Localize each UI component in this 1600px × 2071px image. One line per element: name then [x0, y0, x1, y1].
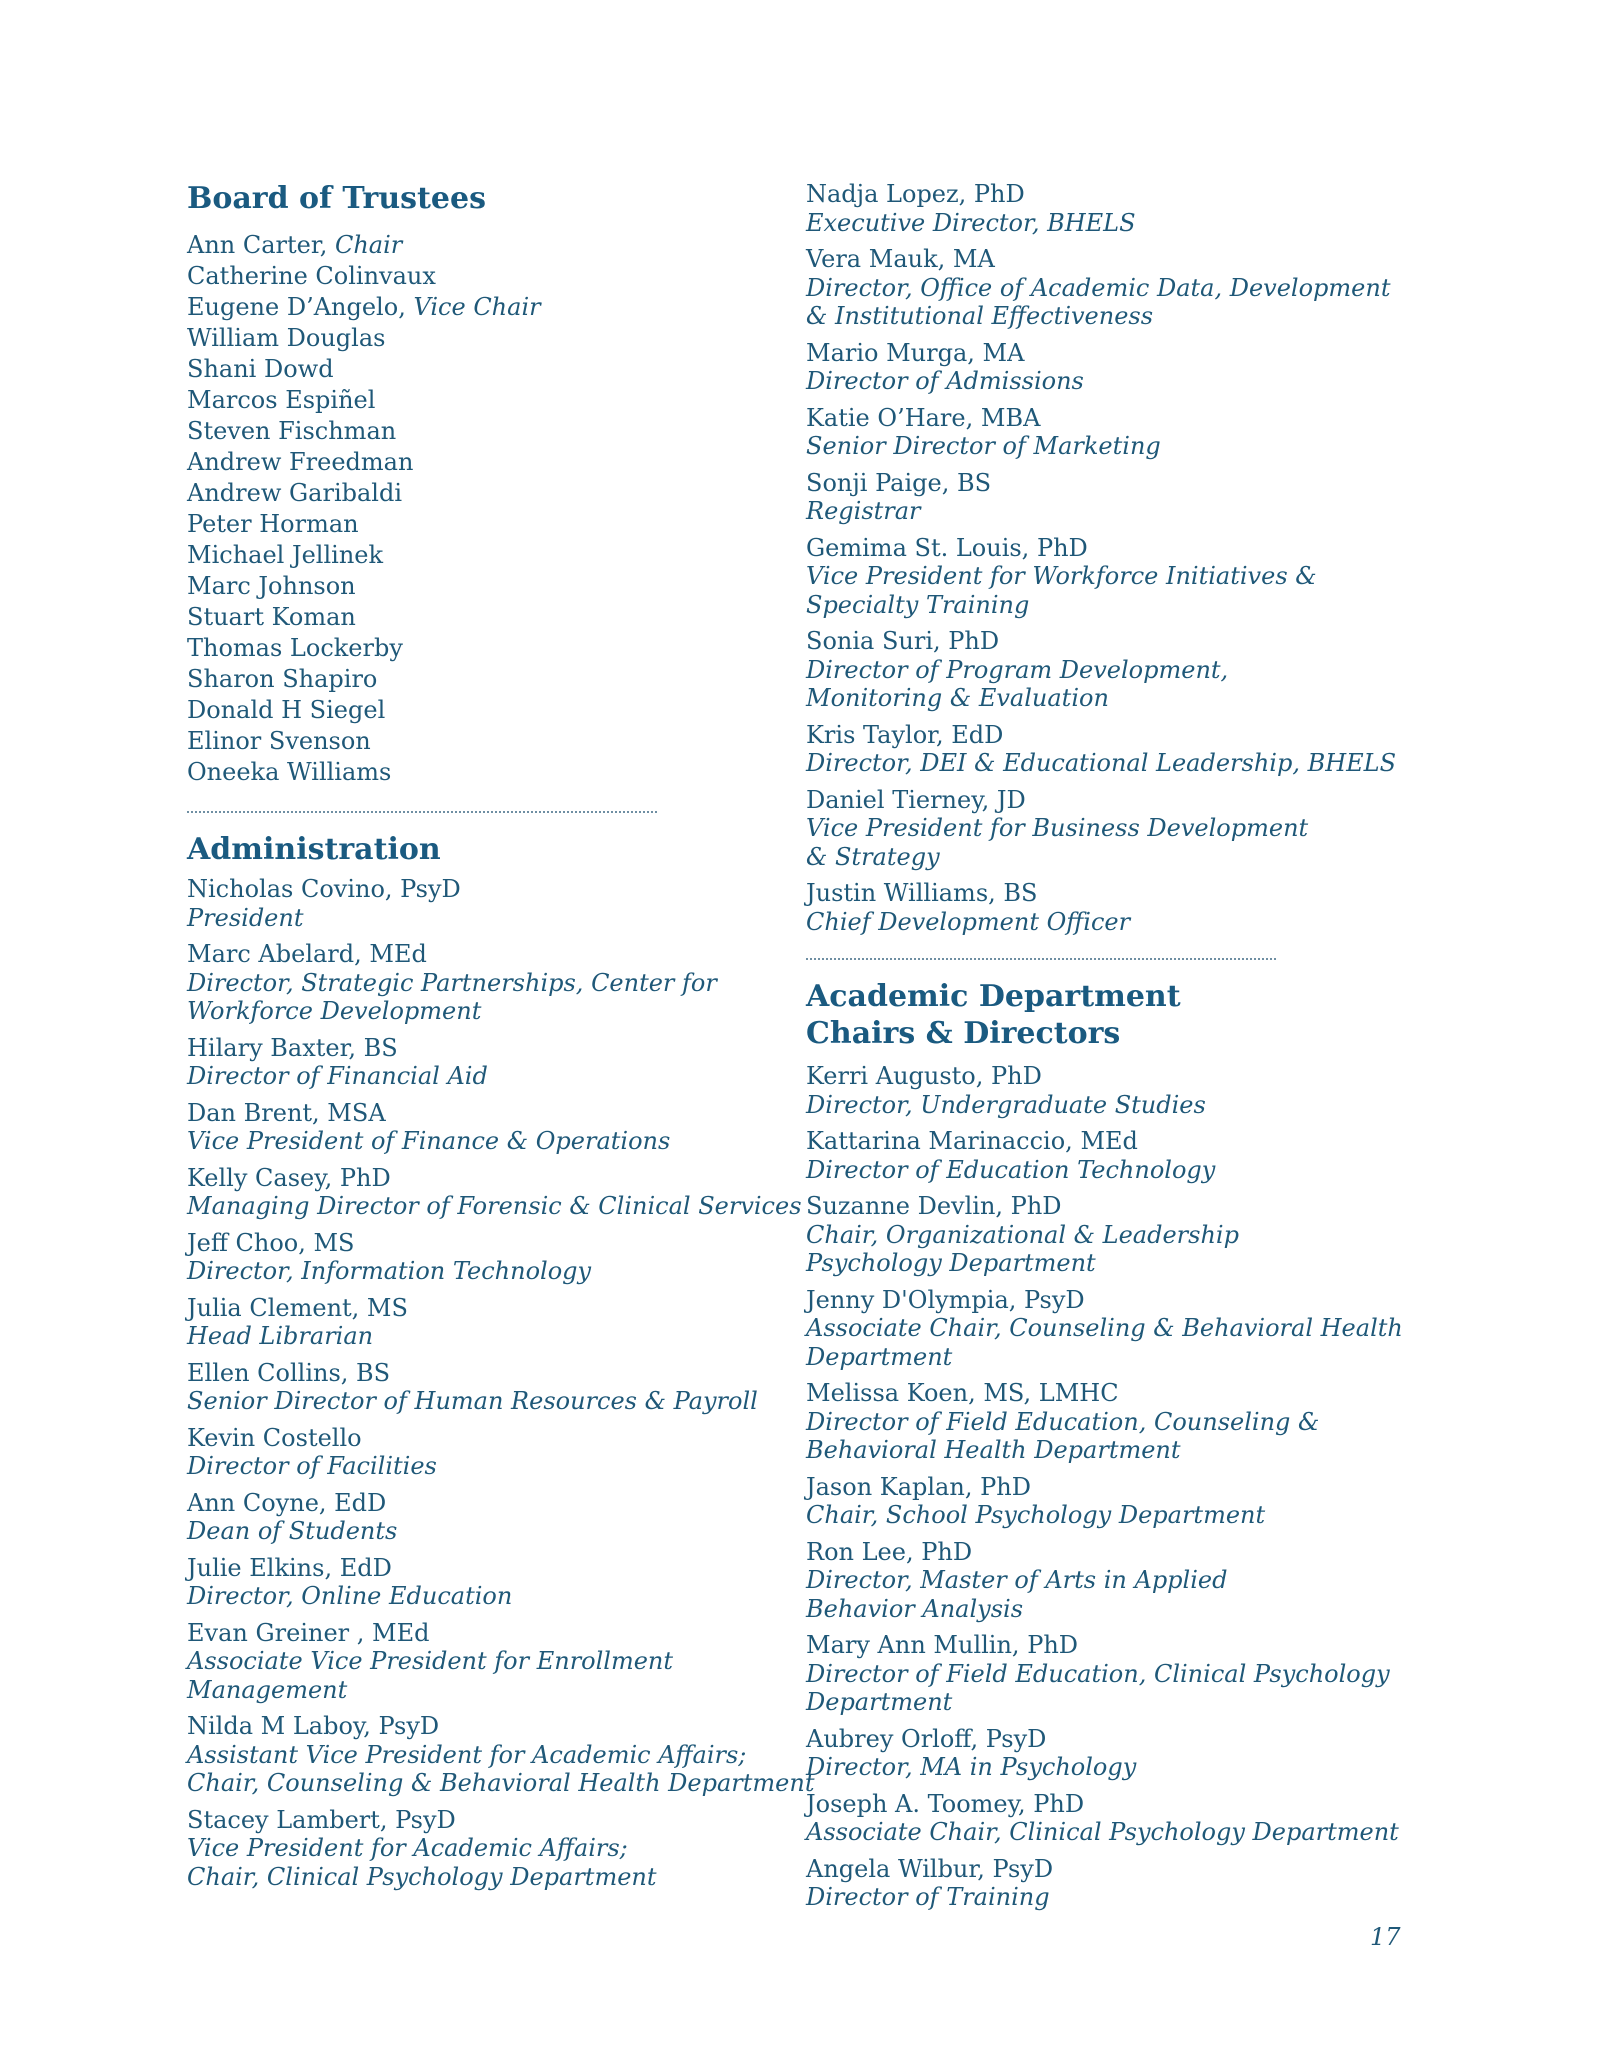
staff-title-line: Director of Program Development,	[806, 655, 1229, 684]
staff-name: Gemima St. Louis, PhD	[806, 533, 1088, 562]
staff-entry	[806, 1725, 1136, 1782]
staff-title-line: Registrar	[806, 497, 921, 525]
staff-title-line: Director, Information Technology	[187, 1257, 592, 1285]
staff-entry	[806, 721, 1396, 778]
staff-title-line: Director of Financial Aid	[187, 1062, 488, 1090]
trustee-item	[187, 633, 403, 664]
staff-title-line: Vice President of Finance & Operations	[187, 1127, 671, 1155]
trustee-item	[187, 757, 391, 788]
trustee-name: William Douglas	[187, 324, 386, 352]
staff-entry	[806, 1062, 1206, 1119]
staff-name: Kevin Costello	[187, 1423, 362, 1452]
staff-entry	[187, 1164, 802, 1221]
staff-title-line: Specialty Training	[806, 590, 1030, 619]
section-divider	[806, 958, 1276, 960]
staff-name: Joseph A. Toomey, PhD	[806, 1789, 1085, 1818]
staff-name: Mary Ann Mullin, PhD	[806, 1631, 1079, 1659]
staff-title-line: Senior Director of Marketing	[806, 432, 1161, 460]
trustee-role: Chair	[334, 231, 403, 259]
staff-entry	[806, 534, 1317, 620]
staff-name: Evan Greiner , MEd	[187, 1618, 430, 1647]
staff-title-line: Behavior Analysis	[806, 1594, 1024, 1623]
staff-name: Stacey Lambert, PsyD	[187, 1805, 456, 1834]
trustee-role: Vice Chair	[413, 293, 541, 321]
staff-title-line: Director of Facilities	[187, 1452, 437, 1480]
staff-title-line: Director of Field Education, Clinical Psychology	[806, 1659, 1390, 1688]
trustee-item: Ann Carter, Chair	[187, 231, 403, 259]
staff-entry	[806, 627, 1228, 713]
trustee-item	[187, 478, 402, 509]
staff-title-line: Director of Training	[806, 1883, 1050, 1911]
staff-title-line: Dean of Students	[187, 1517, 398, 1545]
staff-name: Sonia Suri, PhD	[806, 627, 1000, 655]
staff-name: Suzanne Devlin, PhD	[806, 1192, 1062, 1220]
staff-entry	[187, 1619, 673, 1705]
staff-title-line: Monitoring & Evaluation	[806, 684, 1109, 712]
page-number: 17	[1370, 1923, 1401, 1951]
staff-name: Jenny D'Olympia, PsyD	[806, 1285, 1085, 1314]
staff-entry	[187, 1359, 758, 1416]
trustee-name: Elinor Svenson	[187, 727, 371, 755]
trustee-item	[187, 726, 371, 757]
staff-title-line: & Institutional Effectiveness	[806, 302, 1154, 330]
trustee-item	[187, 323, 385, 354]
staff-name: Kattarina Marinaccio, MEd	[806, 1127, 1138, 1155]
staff-entry	[187, 1034, 488, 1091]
staff-entry	[187, 1712, 814, 1798]
staff-entry	[187, 1806, 657, 1892]
trustee-item	[187, 540, 383, 571]
staff-title-line: Department	[806, 1342, 953, 1371]
staff-title-line: Director, MA in Psychology	[806, 1753, 1137, 1781]
trustee-name: Thomas Lockerby	[187, 634, 403, 662]
trustee-item	[187, 571, 356, 602]
staff-name: Kris Taylor, EdD	[806, 720, 1004, 749]
trustee-name: Catherine Colinvaux	[187, 262, 436, 290]
staff-name: Jason Kaplan, PhD	[806, 1472, 1031, 1501]
staff-title-line: Psychology Department	[806, 1249, 1096, 1277]
trustee-item	[187, 664, 377, 695]
staff-title-line: Chair, School Psychology Department	[806, 1501, 1266, 1529]
staff-title-line: Chief Development Officer	[806, 907, 1131, 936]
staff-entry	[806, 1127, 1215, 1184]
staff-name: Aubrey Orloff, PsyD	[806, 1724, 1047, 1753]
staff-entry	[806, 180, 1136, 237]
trustee-name: Michael Jellinek	[187, 541, 384, 569]
staff-entry	[806, 1855, 1053, 1912]
trustee-name: Marc Johnson	[187, 572, 356, 600]
trustee-item	[187, 261, 436, 292]
staff-name: Julia Clement, MS	[187, 1293, 408, 1322]
trustee-name: Shani Dowd	[187, 355, 334, 383]
staff-title-line: Director, Office of Academic Data, Development	[806, 273, 1391, 302]
staff-entry	[806, 786, 1308, 872]
trustee-item	[187, 509, 359, 540]
staff-entry	[806, 339, 1084, 396]
staff-title-line: Chair, Counseling & Behavioral Health Department	[187, 1769, 815, 1797]
staff-title-line: Chair, Organizational & Leadership	[806, 1220, 1239, 1249]
staff-title-line: Chair, Clinical Psychology Department	[187, 1862, 657, 1891]
trustee-name: Stuart Koman	[187, 603, 356, 631]
staff-name: Melissa Koen, MS, LMHC	[806, 1379, 1119, 1407]
trustee-name: Donald H Siegel	[187, 696, 386, 724]
staff-entry	[806, 404, 1161, 461]
staff-entry	[187, 875, 461, 932]
staff-name: Ron Lee, PhD	[806, 1537, 973, 1566]
trustee-name: Ann Carter	[187, 231, 320, 259]
staff-title-line: & Strategy	[806, 842, 940, 871]
staff-entry	[806, 1286, 1403, 1372]
staff-name: Vera Mauk, MA	[806, 245, 995, 273]
staff-title-line: Senior Director of Human Resources & Payroll	[187, 1387, 758, 1415]
staff-title-line: Director, Master of Arts in Applied	[806, 1566, 1228, 1594]
staff-entry	[187, 1554, 512, 1611]
trustee-item: Eugene D’Angelo, Vice Chair	[187, 293, 541, 321]
staff-name: Nadja Lopez, PhD	[806, 180, 1025, 208]
trustee-item	[187, 354, 334, 385]
staff-title-line: President	[187, 903, 304, 932]
staff-name: Katie O’Hare, MBA	[806, 403, 1041, 432]
trustee-name: Sharon Shapiro	[187, 665, 378, 693]
staff-name: Dan Brent, MSA	[187, 1098, 386, 1127]
trustee-item	[187, 602, 356, 633]
staff-entry	[187, 1489, 397, 1546]
staff-entry	[187, 940, 717, 1026]
staff-title-line: Associate Chair, Clinical Psychology Department	[806, 1818, 1399, 1846]
trustee-name: Andrew Garibaldi	[187, 479, 403, 507]
staff-title-line: Executive Director, BHELS	[806, 208, 1136, 237]
trustee-item	[187, 416, 396, 447]
staff-name: Julie Elkins, EdD	[187, 1553, 392, 1582]
staff-title-line: Managing Director of Forensic & Clinical Services	[187, 1192, 802, 1220]
staff-title-line: Director of Admissions	[806, 367, 1084, 395]
staff-entry	[806, 1790, 1399, 1847]
staff-name: Hilary Baxter, BS	[187, 1033, 398, 1062]
staff-name: Jeff Choo, MS	[187, 1228, 355, 1257]
staff-title-line: Vice President for Business Development	[806, 814, 1309, 842]
staff-title-line: Workforce Development	[187, 997, 482, 1025]
staff-title-line: Vice President for Workforce Initiatives &	[806, 562, 1317, 590]
staff-name: Marc Abelard, MEd	[187, 940, 427, 968]
staff-title-line: Assistant Vice President for Academic Affairs;	[187, 1740, 747, 1769]
staff-entry	[187, 1229, 591, 1286]
staff-entry	[187, 1099, 670, 1156]
staff-name: Nicholas Covino, PsyD	[187, 875, 461, 903]
staff-title-line: Head Librarian	[187, 1322, 374, 1350]
trustee-name: Steven Fischman	[187, 417, 397, 445]
staff-name: Ann Coyne, EdD	[187, 1488, 387, 1517]
staff-name: Justin Williams, BS	[806, 879, 1038, 907]
staff-title-line: Director, Strategic Partnerships, Center for	[187, 968, 717, 997]
staff-name: Ellen Collins, BS	[187, 1358, 391, 1387]
staff-title-line: Vice President for Academic Affairs;	[187, 1834, 628, 1862]
staff-entry	[806, 469, 991, 526]
trustee-name: Eugene D’Angelo	[187, 293, 399, 321]
staff-name: Nilda M Laboy, PsyD	[187, 1712, 440, 1740]
staff-entry	[806, 1379, 1319, 1465]
staff-title-line: Department	[806, 1688, 953, 1716]
staff-title-line: Director of Field Education, Counseling &	[806, 1407, 1320, 1436]
staff-entry	[187, 1294, 408, 1351]
staff-entry	[187, 1424, 437, 1481]
staff-title-line: Associate Vice President for Enrollment	[187, 1647, 674, 1675]
administration-heading: Administration	[187, 832, 441, 867]
staff-title-line: Director, DEI & Educational Leadership, BHELS	[806, 749, 1397, 777]
trustee-name: Andrew Freedman	[187, 448, 414, 476]
staff-entry	[806, 1192, 1239, 1278]
staff-entry	[806, 1538, 1227, 1624]
trustees-heading: Board of Trustees	[187, 181, 486, 216]
staff-entry	[806, 1473, 1265, 1530]
trustee-name: Marcos Espiñel	[187, 386, 376, 414]
staff-title-line: Director, Online Education	[187, 1582, 513, 1610]
staff-entry	[806, 245, 1390, 331]
chairs-heading-line-2: Chairs & Directors	[806, 1016, 1121, 1051]
staff-name: Mario Murga, MA	[806, 338, 1025, 367]
staff-name: Daniel Tierney, JD	[806, 785, 1026, 814]
staff-title-line: Behavioral Health Department	[806, 1436, 1181, 1464]
trustee-name: Peter Horman	[187, 510, 359, 538]
trustee-item	[187, 695, 385, 726]
trustee-item	[187, 385, 375, 416]
staff-title-line: Director, Undergraduate Studies	[806, 1090, 1206, 1119]
trustee-item	[187, 447, 413, 478]
staff-name: Sonji Paige, BS	[806, 468, 992, 497]
section-divider	[187, 811, 657, 813]
staff-name: Kelly Casey, PhD	[187, 1163, 391, 1192]
staff-entry	[806, 1631, 1390, 1717]
staff-name: Kerri Augusto, PhD	[806, 1062, 1042, 1090]
staff-title-line: Director of Education Technology	[806, 1155, 1216, 1184]
staff-entry	[806, 879, 1130, 936]
trustee-name: Oneeka Williams	[187, 758, 392, 786]
chairs-heading-line-1: Academic Department	[806, 979, 1181, 1014]
staff-title-line: Management	[187, 1675, 348, 1704]
staff-title-line: Associate Chair, Counseling & Behavioral Health	[806, 1314, 1403, 1342]
staff-name: Angela Wilbur, PsyD	[806, 1854, 1054, 1883]
